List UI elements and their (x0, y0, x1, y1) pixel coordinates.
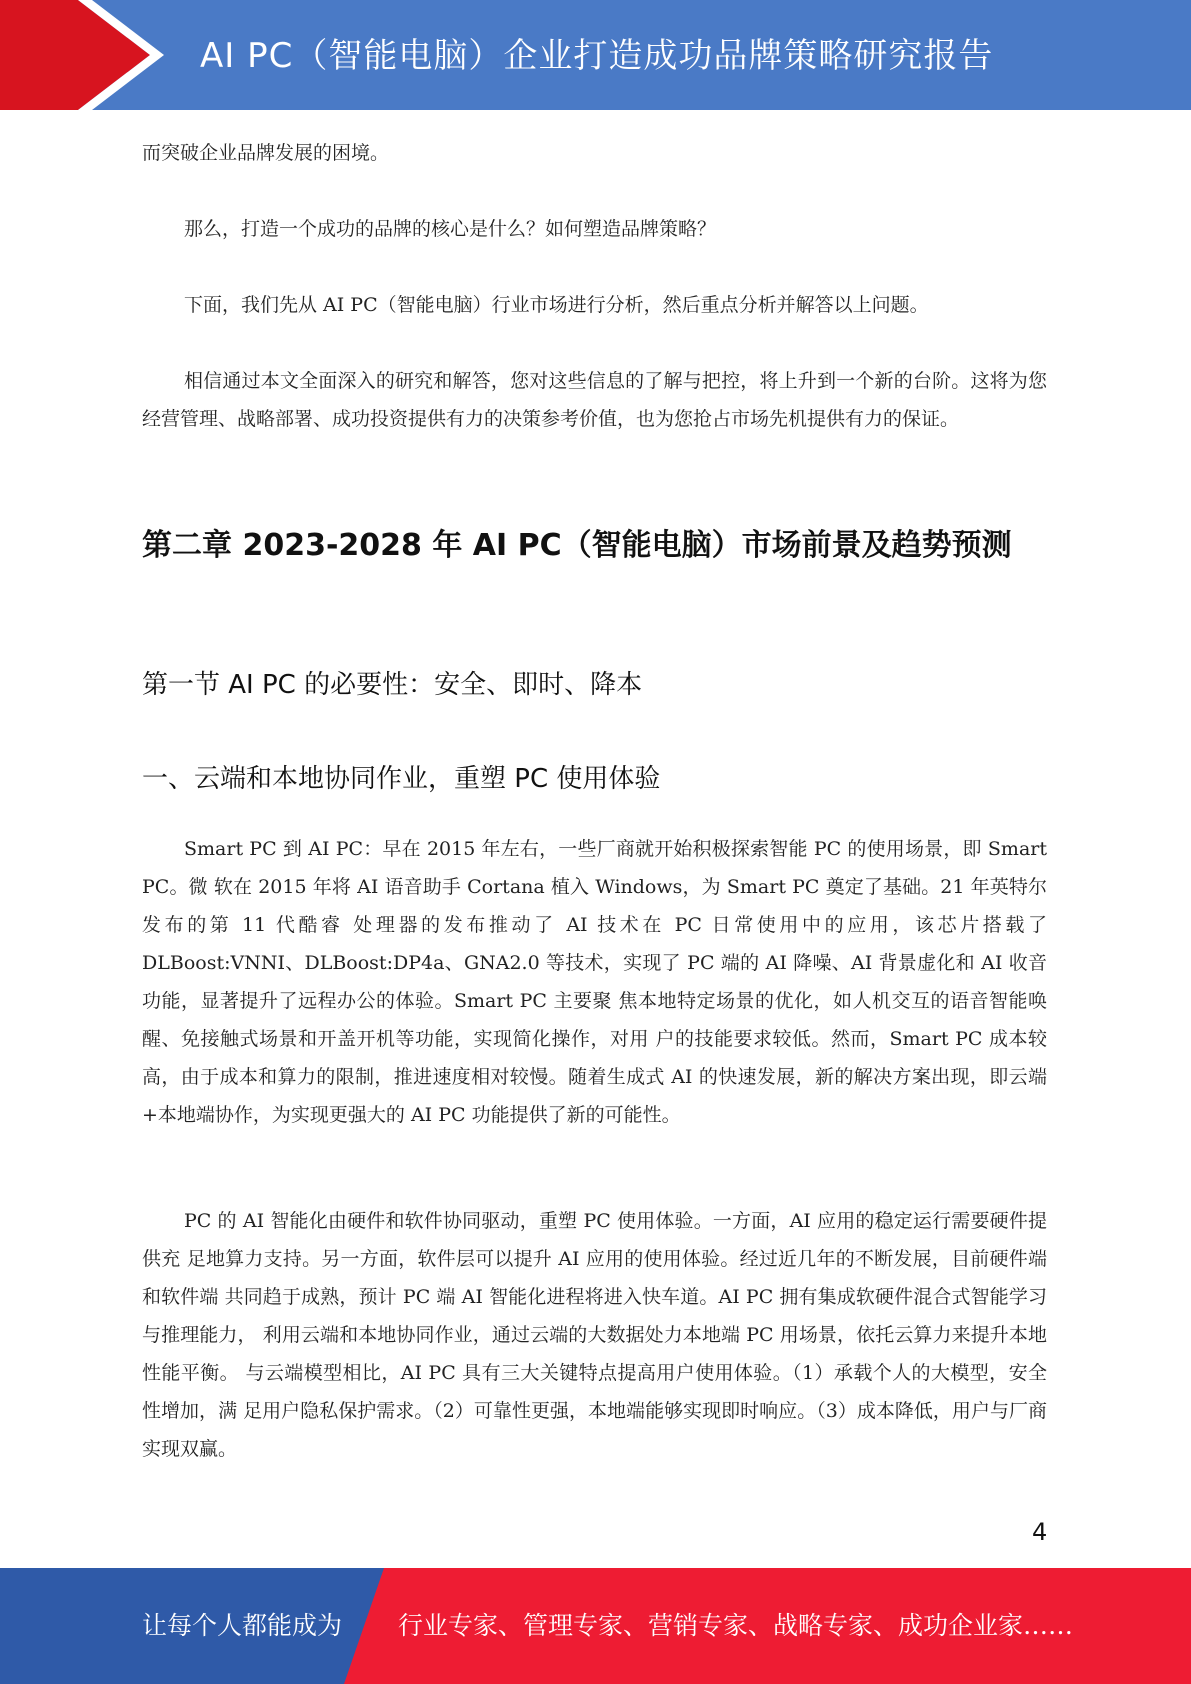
header-title: AI PC（智能电脑）企业打造成功品牌策略研究报告 (200, 36, 994, 76)
footer-slogan-right: 行业专家、管理专家、营销专家、战略专家、成功企业家…… (398, 1611, 1074, 1640)
paragraph-1: 而突破企业品牌发展的困境。 (142, 142, 390, 164)
paragraph-4: 相信通过本文全面深入的研究和解答，您对这些信息的了解与把控，将上升到一个新的台阶。这将为您经营管理、战略部署、成功投资提供有力的决策参考价值，也为您抢占市场先机提供有力的保证。 (142, 370, 1047, 430)
section-heading: 第一节 AI PC 的必要性：安全、即时、降本 (142, 670, 643, 700)
chapter-heading: 第二章 2023-2028 年 AI PC（智能电脑）市场前景及趋势预测 (142, 528, 1012, 563)
page-header (0, 0, 1191, 110)
footer-slogan-left: 让每个人都能成为 (142, 1611, 343, 1640)
paragraph-3: 下面，我们先从 AI PC（智能电脑）行业市场进行分析，然后重点分析并解答以上问题。 (184, 294, 929, 316)
page-footer (0, 1568, 1191, 1684)
paragraph-6: PC 的 AI 智能化由硬件和软件协同驱动，重塑 PC 使用体验。一方面，AI 应用的稳定运行需要硬件提供充 足地算力支持。另一方面，软件层可以提升 AI 应用的使用体验。经过近几年的不断发展，目前硬件端和软件端 共同趋于成熟，预计 PC 端 AI 智能化进程将进入快车道。AI PC 拥有集成软硬件混合式智能学习与推理能力， 利用云端和本地协同作业，通过云端的大数据处力本地端 PC 用场景，依托云算力来提升本地性能平衡。 与云端模型相比，AI PC 具有三大关键特点提高用户使用体验。（1）承载个人的大模型，安全性增加，满 足用户隐私保护需求。（2）可靠性更强，本地端能够实现即时响应。（3）成本降低，用户与厂商实现双赢。 (142, 1210, 1047, 1460)
paragraph-2: 那么，打造一个成功的品牌的核心是什么？如何塑造品牌策略？ (184, 218, 717, 240)
header-arrow-decoration (0, 0, 200, 110)
subsection-heading: 一、云端和本地协同作业，重塑 PC 使用体验 (142, 764, 661, 794)
page-number: 4 (1032, 1518, 1048, 1546)
paragraph-5: Smart PC 到 AI PC：早在 2015 年左右，一些厂商就开始积极探索智能 PC 的使用场景，即 Smart PC。微 软在 2015 年将 AI 语音助手 Cortana 植入 Windows，为 Smart PC 奠定了基础。21 年英特尔发布的第 11 代酷睿 处理器的发布推动了 AI 技术在 PC 日常使用中的应用，该芯片搭载了 DLBoost:VNNI、DLBoost:DP4a、GNA2.0 等技术，实现了 PC 端的 AI 降噪、AI 背景虚化和 AI 收音功能，显著提升了远程办公的体验。Smart PC 主要聚 焦本地特定场景的优化，如人机交互的语音智能唤醒、免接触式场景和开盖开机等功能，实现简化操作，对用 户的技能要求较低。然而，Smart PC 成本较高，由于成本和算力的限制，推进速度相对较慢。随着生成式 AI 的快速发展，新的解决方案出现，即云端+本地端协作，为实现更强大的 AI PC 功能提供了新的可能性。 (142, 838, 1047, 1126)
